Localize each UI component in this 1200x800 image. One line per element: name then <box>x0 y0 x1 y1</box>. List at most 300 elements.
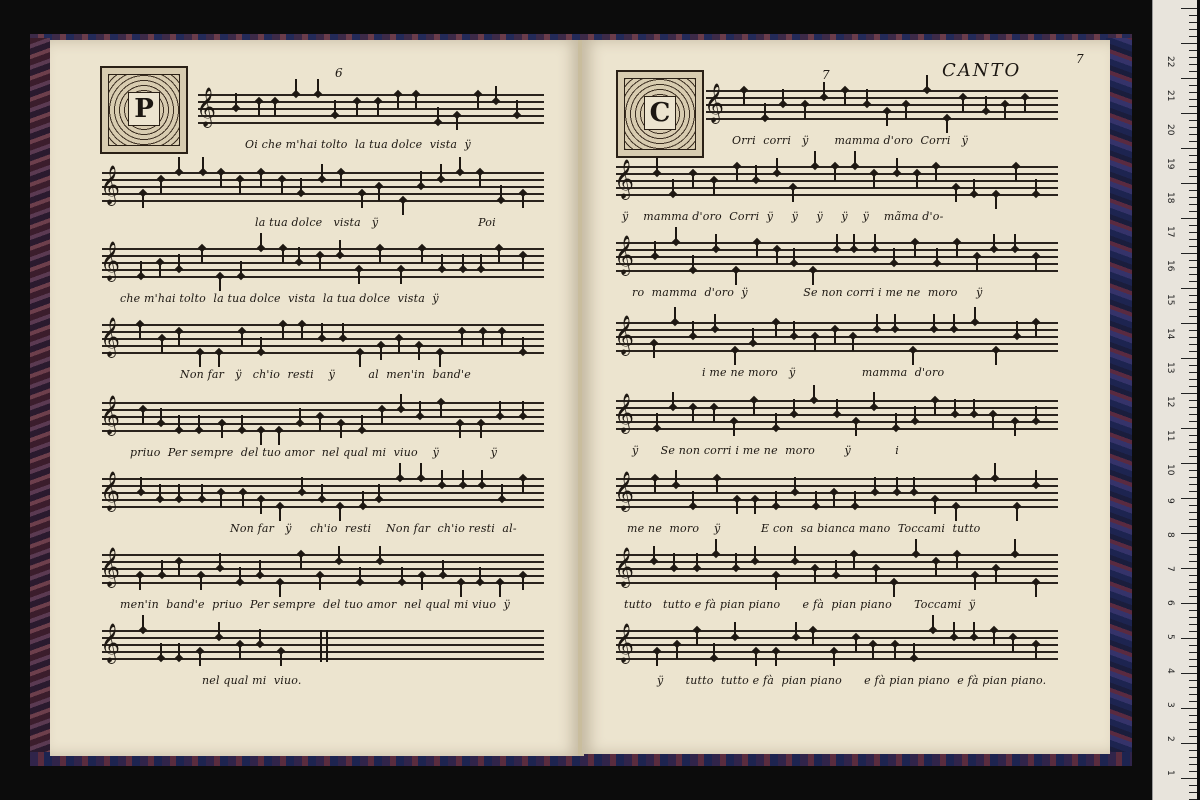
staff-line <box>616 637 1058 639</box>
ruler-tick <box>1189 610 1197 611</box>
note-stem <box>259 629 261 643</box>
staff-line <box>198 108 544 110</box>
ruler-tick <box>1181 743 1197 744</box>
ruler-number: 15 <box>1165 294 1175 306</box>
note-stem <box>754 500 756 514</box>
note-stem <box>317 79 319 93</box>
clef-symbol: 𝄞 <box>100 471 121 511</box>
note-stem <box>461 332 463 346</box>
ruler-tick <box>1189 344 1197 345</box>
ruler-number: 17 <box>1165 226 1175 238</box>
note-stem <box>734 351 736 365</box>
note-stem <box>201 249 203 263</box>
note-stem <box>893 248 895 262</box>
note-stem <box>844 91 846 105</box>
note-stem <box>743 91 745 105</box>
note-stem <box>220 173 222 187</box>
ruler-tick <box>1189 330 1197 331</box>
note-stem <box>736 500 738 514</box>
staff-line <box>198 115 544 117</box>
ruler-tick <box>1181 148 1197 149</box>
note-stem <box>993 631 995 645</box>
note-stem <box>656 413 658 427</box>
staff-line <box>706 90 1058 92</box>
clef-symbol: 𝄞 <box>100 165 121 205</box>
ruler-tick <box>1189 764 1197 765</box>
note-stem <box>793 248 795 262</box>
note-stem <box>936 248 938 262</box>
ruler-tick <box>1189 36 1197 37</box>
clef-symbol: 𝄞 <box>196 87 217 127</box>
note-stem <box>139 576 141 590</box>
lyric-line: ro mamma d'oro ÿ Se non corri i me ne moro ÿ <box>632 286 983 299</box>
note-stem <box>178 415 180 429</box>
ruler-tick <box>1189 470 1197 471</box>
note-stem <box>319 576 321 590</box>
note-stem <box>219 277 221 291</box>
note-stem <box>913 643 915 657</box>
note-stem <box>140 261 142 275</box>
note-stem <box>854 151 856 165</box>
ruler-tick <box>1189 239 1197 240</box>
note-stem <box>934 500 936 514</box>
note-stem <box>753 401 755 415</box>
ruler-tick <box>1181 603 1197 604</box>
ruler-number: 9 <box>1165 498 1175 504</box>
note-stem <box>379 546 381 560</box>
ruler-number: 8 <box>1165 532 1175 538</box>
ruler-tick <box>1189 491 1197 492</box>
note-stem <box>1014 422 1016 436</box>
note-stem <box>905 105 907 119</box>
note-stem <box>439 353 441 367</box>
ruler-tick <box>1181 358 1197 359</box>
ruler-number: 10 <box>1165 464 1175 476</box>
ruler-tick <box>1189 519 1197 520</box>
note-stem <box>260 233 262 247</box>
note-stem <box>300 178 302 192</box>
ruler-number: 7 <box>1165 566 1175 572</box>
note-stem <box>321 164 323 178</box>
ruler-tick <box>1189 484 1197 485</box>
note-stem <box>421 576 423 590</box>
staff-line <box>102 402 544 404</box>
music-staff <box>614 235 1058 275</box>
note-stem <box>516 100 518 114</box>
note-stem <box>852 337 854 351</box>
note-stem <box>993 234 995 248</box>
note-stem <box>321 484 323 498</box>
ruler-tick <box>1189 785 1197 786</box>
note-stem <box>1016 507 1018 521</box>
note-stem <box>886 112 888 126</box>
note-stem <box>159 263 161 277</box>
clef-symbol: 𝄞 <box>614 315 635 355</box>
note-stem <box>954 399 956 413</box>
right-page <box>582 40 1110 754</box>
note-stem <box>178 254 180 268</box>
note-stem <box>199 652 201 666</box>
staff-line <box>616 187 1058 189</box>
note-stem <box>356 102 358 116</box>
note-stem <box>735 271 737 285</box>
note-stem <box>656 158 658 172</box>
note-stem <box>935 167 937 181</box>
note-stem <box>399 463 401 477</box>
note-stem <box>914 243 916 257</box>
note-stem <box>692 491 694 505</box>
ruler-number: 12 <box>1165 396 1175 408</box>
note-stem <box>142 615 144 629</box>
ruler-tick <box>1181 708 1197 709</box>
note-stem <box>378 484 380 498</box>
note-stem <box>776 158 778 172</box>
note-stem <box>260 431 262 445</box>
note-stem <box>1035 470 1037 484</box>
ruler-tick <box>1189 64 1197 65</box>
ruler-tick <box>1181 78 1197 79</box>
ruler-tick <box>1189 561 1197 562</box>
note-stem <box>1035 323 1037 337</box>
note-stem <box>874 234 876 248</box>
note-stem <box>755 652 757 666</box>
ruler-tick <box>1189 260 1197 261</box>
music-staff <box>614 393 1058 433</box>
note-stem <box>301 325 303 339</box>
note-stem <box>281 180 283 194</box>
note-stem <box>1035 583 1037 597</box>
ruler-tick <box>1189 155 1197 156</box>
note-stem <box>460 583 462 597</box>
note-stem <box>674 307 676 321</box>
ruler-tick <box>1181 218 1197 219</box>
note-stem <box>654 479 656 493</box>
note-stem <box>713 181 715 195</box>
ruler-number: 16 <box>1165 260 1175 272</box>
note-stem <box>853 234 855 248</box>
note-stem <box>1035 257 1037 271</box>
note-stem <box>419 401 421 415</box>
note-stem <box>812 271 814 285</box>
ruler-tick <box>1189 477 1197 478</box>
note-stem <box>201 484 203 498</box>
note-stem <box>282 325 284 339</box>
ruler-tick <box>1189 302 1197 303</box>
clef-symbol: 𝄞 <box>704 83 725 123</box>
ruler-tick <box>1189 295 1197 296</box>
note-stem <box>274 102 276 116</box>
staff-line <box>102 492 544 494</box>
note-stem <box>873 392 875 406</box>
staff-line <box>102 430 544 432</box>
note-stem <box>522 479 524 493</box>
ruler-tick <box>1189 666 1197 667</box>
note-stem <box>278 431 280 445</box>
ruler-tick <box>1189 736 1197 737</box>
staff-line <box>102 276 544 278</box>
note-stem <box>240 261 242 275</box>
note-stem <box>415 95 417 109</box>
note-stem <box>522 194 524 208</box>
note-stem <box>752 328 754 342</box>
clef-symbol: 𝄞 <box>614 235 635 275</box>
note-stem <box>914 406 916 420</box>
music-staff <box>614 315 1058 355</box>
note-stem <box>926 75 928 89</box>
note-stem <box>459 157 461 171</box>
ruler-tick <box>1189 337 1197 338</box>
staff-line <box>102 561 544 563</box>
ruler-tick <box>1189 659 1197 660</box>
note-stem <box>932 615 934 629</box>
ruler-tick <box>1189 435 1197 436</box>
ruler-tick <box>1181 428 1197 429</box>
note-stem <box>440 164 442 178</box>
note-stem <box>692 408 694 422</box>
note-stem <box>440 403 442 417</box>
clef-symbol: 𝄞 <box>100 317 121 357</box>
decorated-initial-c <box>616 70 704 158</box>
ruler-tick <box>1189 99 1197 100</box>
note-stem <box>142 410 144 424</box>
staff-line <box>616 270 1058 272</box>
staff-line <box>102 506 544 508</box>
ruler-tick <box>1189 365 1197 366</box>
note-stem <box>377 102 379 116</box>
staff-line <box>616 644 1058 646</box>
note-stem <box>178 157 180 171</box>
note-stem <box>755 165 757 179</box>
ruler-tick <box>1181 568 1197 569</box>
staff-line <box>616 499 1058 501</box>
note-stem <box>794 546 796 560</box>
ruler-tick <box>1189 57 1197 58</box>
ruler-tick <box>1189 512 1197 513</box>
note-stem <box>736 167 738 181</box>
note-stem <box>161 560 163 574</box>
note-stem <box>334 100 336 114</box>
ruler-tick <box>1189 225 1197 226</box>
note-stem <box>420 463 422 477</box>
ruler-tick <box>1189 309 1197 310</box>
ruler-tick <box>1189 141 1197 142</box>
lyric-line: Non far ÿ ch'io resti ÿ al men'in band'e <box>180 368 471 381</box>
note-stem <box>715 234 717 248</box>
ruler-tick <box>1181 8 1197 9</box>
note-stem <box>480 424 482 438</box>
final-barline <box>320 630 322 662</box>
note-stem <box>946 119 948 133</box>
note-stem <box>676 645 678 659</box>
note-stem <box>834 167 836 181</box>
note-stem <box>319 256 321 270</box>
ruler-tick <box>1189 617 1197 618</box>
music-staff <box>100 623 544 663</box>
ruler-tick <box>1189 211 1197 212</box>
note-stem <box>836 399 838 413</box>
note-stem <box>875 569 877 583</box>
note-stem <box>794 477 796 491</box>
note-stem <box>220 493 222 507</box>
ruler-number: 2 <box>1165 736 1175 742</box>
ruler-tick <box>1189 351 1197 352</box>
clef-symbol: 𝄞 <box>614 393 635 433</box>
ruler-tick <box>1181 533 1197 534</box>
ruler-tick <box>1189 281 1197 282</box>
ruler-tick <box>1189 645 1197 646</box>
music-staff <box>196 87 544 127</box>
note-stem <box>976 257 978 271</box>
note-stem <box>340 424 342 438</box>
note-stem <box>716 479 718 493</box>
note-stem <box>896 477 898 491</box>
note-stem <box>221 424 223 438</box>
note-stem <box>418 346 420 360</box>
clef-symbol: 𝄞 <box>614 623 635 663</box>
ruler-tick <box>1181 288 1197 289</box>
note-stem <box>775 323 777 337</box>
ruler-tick <box>1189 729 1197 730</box>
staff-line <box>198 122 544 124</box>
ruler-tick <box>1189 274 1197 275</box>
note-stem <box>756 243 758 257</box>
note-stem <box>260 337 262 351</box>
note-stem <box>1012 638 1014 652</box>
note-stem <box>477 95 479 109</box>
note-stem <box>654 241 656 255</box>
ruler-tick <box>1189 442 1197 443</box>
ruler-tick <box>1189 575 1197 576</box>
ruler-tick <box>1189 22 1197 23</box>
lyric-line: me ne moro ÿ E con sa bianca mano Toccami tutto <box>627 522 981 535</box>
ruler-tick <box>1189 540 1197 541</box>
lyric-line: priuo Per sempre del tuo amor nel qual mi viuo ÿ ÿ <box>130 446 498 459</box>
note-stem <box>1016 321 1018 335</box>
note-stem <box>994 463 996 477</box>
ruler-number: 18 <box>1165 192 1175 204</box>
ruler-tick <box>1189 750 1197 751</box>
music-staff <box>100 547 544 587</box>
note-stem <box>258 102 260 116</box>
music-staff <box>704 83 1058 123</box>
note-stem <box>500 185 502 199</box>
note-stem <box>280 652 282 666</box>
ruler-tick <box>1181 463 1197 464</box>
ruler-tick <box>1181 638 1197 639</box>
ruler-tick <box>1189 715 1197 716</box>
note-stem <box>1035 645 1037 659</box>
note-stem <box>235 93 237 107</box>
note-stem <box>161 339 163 353</box>
staff-line <box>198 94 544 96</box>
music-staff <box>614 471 1058 511</box>
note-stem <box>895 413 897 427</box>
note-stem <box>260 500 262 514</box>
ruler-tick <box>1189 400 1197 401</box>
note-stem <box>962 98 964 112</box>
ruler-tick <box>1189 687 1197 688</box>
note-stem <box>793 399 795 413</box>
lyric-line: Non far ÿ ch'io resti Non far ch'io resti al- <box>230 522 517 535</box>
note-stem <box>866 89 868 103</box>
ruler-tick <box>1189 29 1197 30</box>
note-stem <box>1035 406 1037 420</box>
note-stem <box>398 339 400 353</box>
clef-symbol: 𝄞 <box>100 547 121 587</box>
note-stem <box>985 96 987 110</box>
staff-line <box>616 554 1058 556</box>
note-stem <box>812 631 814 645</box>
ruler-tick <box>1189 50 1197 51</box>
note-stem <box>340 173 342 187</box>
note-stem <box>239 567 241 581</box>
ruler-tick <box>1189 526 1197 527</box>
note-stem <box>442 560 444 574</box>
staff-line <box>102 352 544 354</box>
ruler-tick <box>1189 771 1197 772</box>
note-stem <box>833 652 835 666</box>
lyric-line: Oi che m'hai tolto la tua dolce vista ÿ <box>245 138 471 151</box>
ruler-tick <box>1189 372 1197 373</box>
ruler-tick <box>1189 197 1197 198</box>
note-stem <box>995 351 997 365</box>
clef-symbol: 𝄞 <box>100 395 121 435</box>
note-stem <box>1015 167 1017 181</box>
note-stem <box>1035 179 1037 193</box>
note-stem <box>402 201 404 215</box>
note-stem <box>872 645 874 659</box>
music-staff <box>100 317 544 357</box>
note-stem <box>804 105 806 119</box>
note-stem <box>692 255 694 269</box>
note-stem <box>855 638 857 652</box>
note-stem <box>160 643 162 657</box>
note-stem <box>239 645 241 659</box>
measuring-ruler <box>1152 0 1197 800</box>
note-stem <box>795 622 797 636</box>
note-stem <box>362 491 364 505</box>
note-stem <box>178 484 180 498</box>
note-stem <box>401 567 403 581</box>
ruler-tick <box>1189 554 1197 555</box>
note-stem <box>792 188 794 202</box>
final-barline <box>326 630 328 662</box>
note-stem <box>241 332 243 346</box>
note-stem <box>833 493 835 507</box>
ruler-tick <box>1181 43 1197 44</box>
staff-line <box>102 637 544 639</box>
music-staff <box>100 241 544 281</box>
ruler-tick <box>1181 253 1197 254</box>
note-stem <box>713 643 715 657</box>
staff-line <box>616 506 1058 508</box>
note-stem <box>321 323 323 337</box>
note-stem <box>1024 98 1026 112</box>
ruler-tick <box>1189 316 1197 317</box>
note-stem <box>361 194 363 208</box>
ruler-tick <box>1189 127 1197 128</box>
note-stem <box>339 240 341 254</box>
note-stem <box>713 408 715 422</box>
note-stem <box>854 491 856 505</box>
note-stem <box>775 652 777 666</box>
note-stem <box>995 195 997 209</box>
ruler-tick <box>1189 190 1197 191</box>
note-stem <box>501 332 503 346</box>
ruler-tick <box>1189 757 1197 758</box>
note-stem <box>714 314 716 328</box>
note-stem <box>481 470 483 484</box>
